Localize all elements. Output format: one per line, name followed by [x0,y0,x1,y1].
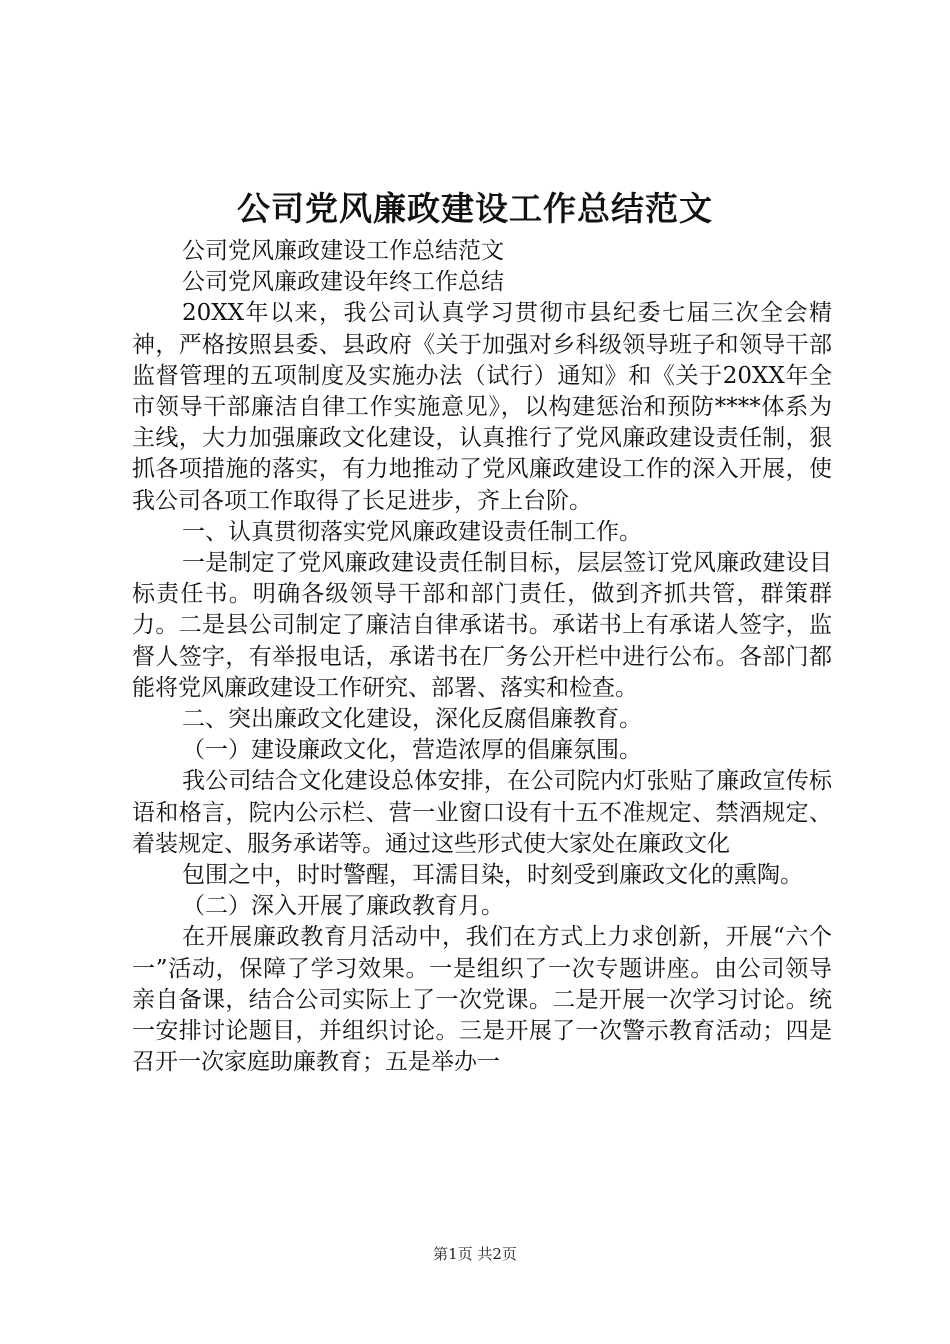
paragraph: 公司党风廉政建设年终工作总结 [182,269,504,296]
paragraph: （二）深入开展了廉政教育月。 [182,893,504,920]
paragraph: 一、认真贯彻落实党风廉政建设责任制工作。 [182,518,642,545]
paragraph: 一是制定了党风廉政建设责任制目标，层层签订党风廉政建设目标责任书。明确各级领导干部和部门责任，做到齐抓共管，群策群力。二是县公司制定了廉洁自律承诺书。承诺书上有承诺人签字，监督人签字，有举报电话，承诺书在厂务公开栏中进行公布。各部门都能将党风廉政建设工作研究、部署、落实和检查。 [132,550,832,701]
paragraph: （一）建设廉政文化，营造浓厚的倡廉氛围。 [182,737,642,764]
page-footer: 第1页 共2页 [433,1245,517,1263]
document-title: 公司党风廉政建设工作总结范文 [237,189,713,228]
document-body [132,236,832,1078]
paragraph: 公司党风廉政建设工作总结范文 [182,238,504,264]
paragraph: 我公司结合文化建设总体安排，在公司院内灯张贴了廉政宣传标语和格言，院内公示栏、营一业窗口设有十五不准规定、禁酒规定、着装规定、服务承诺等。通过这些形式使大家处在廉政文化 [132,768,832,857]
paragraph: 20XX年以来，我公司认真学习贯彻市县纪委七届三次全会精神，严格按照县委、县政府《关于加强对乡科级领导班子和领导干部监督管理的五项制度及实施办法（试行）通知》和《关于20XX年全市领导干部廉洁自律工作实施意见》，以构建惩治和预防****体系为主线，大力加强廉政文化建设，认真推行了党风廉政建设责任制，狠抓各项措施的落实，有力地推动了党风廉政建设工作的深入开展，使我公司各项工作取得了长足进步，齐上台阶。 [132,300,832,514]
paragraph: 在开展廉政教育月活动中，我们在方式上力求创新，开展“六个一”活动，保障了学习效果。一是组织了一次专题讲座。由公司领导亲自备课，结合公司实际上了一次党课。二是开展一次学习讨论。统一安排讨论题目，并组织讨论。三是开展了一次警示教育活动；四是召开一次家庭助廉教育；五是举办一 [132,924,832,1076]
paragraph: 二、突出廉政文化建设，深化反腐倡廉教育。 [182,706,642,733]
paragraph: 包围之中，时时警醒，耳濡目染，时刻受到廉政文化的熏陶。 [182,862,803,889]
